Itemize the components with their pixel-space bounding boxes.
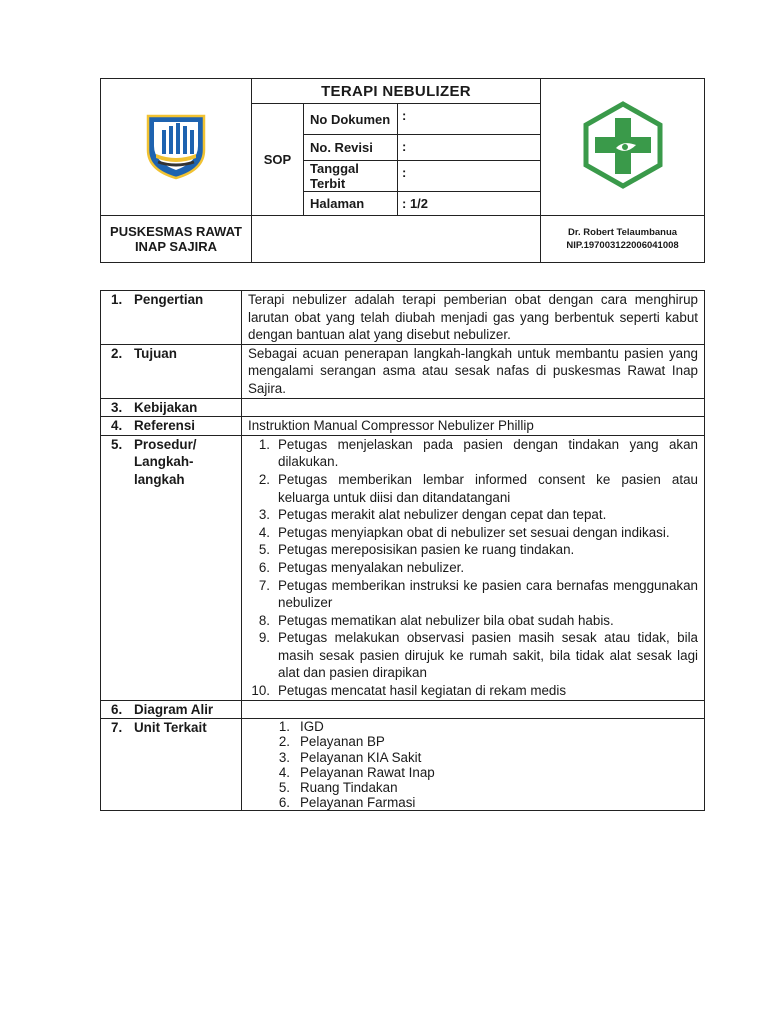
procedure-step-text: Petugas memberikan instruksi ke pasien cara bernafas menggunakan nebulizer xyxy=(278,577,698,611)
related-unit xyxy=(266,719,698,734)
procedure-step xyxy=(248,541,698,559)
procedure-step-text: Petugas menyiapkan obat di nebulizer set sesuai dengan indikasi. xyxy=(278,524,670,540)
document-title: TERAPI NEBULIZER xyxy=(252,79,541,104)
puskesmas-logo-cell xyxy=(541,79,705,216)
related-unit-number: 5. xyxy=(278,780,290,796)
signature-blank-cell xyxy=(252,216,541,263)
field-label-halaman: Halaman xyxy=(304,192,398,216)
procedure-step-number: 2. xyxy=(258,471,270,487)
section-heading: 5. Prosedur/ Langkah-langkah xyxy=(101,435,242,700)
section-text xyxy=(242,700,705,719)
procedure-step-number: 10. xyxy=(251,683,270,699)
procedure-step-text: Petugas mencatat hasil kegiatan di rekam medis xyxy=(278,683,567,699)
procedure-step-text: Petugas mereposisikan pasien ke ruang tindakan. xyxy=(278,542,575,558)
procedure-steps-list xyxy=(248,436,698,700)
procedure-step xyxy=(248,612,698,630)
section-row-tujuan xyxy=(101,344,705,398)
puskesmas-cross-icon xyxy=(578,100,668,190)
procedure-step-number: 7. xyxy=(258,577,270,593)
section-text xyxy=(242,398,705,417)
signer-cell xyxy=(541,216,705,263)
section-text: Sebagai acuan penerapan langkah-langkah untuk membantu pasien yang mengalami serangan asma atau sesak nafas di puskesmas Rawat Inap Sajira. xyxy=(242,344,705,398)
procedure-step xyxy=(248,577,698,612)
procedure-step-text: Petugas merakit alat nebulizer dengan cepat dan tepat. xyxy=(278,507,607,523)
procedure-step-text: Petugas menyalakan nebulizer. xyxy=(278,559,465,575)
related-unit-number: 6. xyxy=(278,795,290,811)
procedure-step xyxy=(248,506,698,524)
related-unit xyxy=(266,734,698,749)
related-unit xyxy=(266,795,698,810)
related-unit-text: Pelayanan KIA Sakit xyxy=(300,749,422,765)
procedure-step xyxy=(248,471,698,506)
sop-header-table xyxy=(100,78,705,263)
procedure-steps-cell xyxy=(242,435,705,700)
procedure-step-number: 4. xyxy=(258,524,270,540)
field-value-no-revisi: : xyxy=(398,135,541,161)
procedure-step xyxy=(248,629,698,682)
related-unit xyxy=(266,780,698,795)
signer-name: Dr. Robert Telaumbanua xyxy=(567,227,678,238)
field-value-halaman: : 1/2 xyxy=(398,192,541,216)
field-label-tanggal-terbit: Tanggal Terbit xyxy=(304,161,398,192)
procedure-step-text: Petugas memberikan lembar informed consent ke pasien atau keluarga untuk diisi dan ditandatangani xyxy=(278,471,698,505)
related-unit-text: IGD xyxy=(300,719,324,735)
related-unit-number: 4. xyxy=(278,764,290,780)
procedure-step xyxy=(248,524,698,542)
section-row-diagram-alir xyxy=(101,700,705,719)
related-unit-number: 3. xyxy=(278,749,290,765)
procedure-step-text: Petugas menjelaskan pada pasien dengan tindakan yang akan dilakukan. xyxy=(278,436,698,470)
section-heading: 4. Referensi xyxy=(101,417,242,436)
related-unit-text: Pelayanan Farmasi xyxy=(300,795,416,811)
procedure-step xyxy=(248,559,698,577)
section-heading: 7. Unit Terkait xyxy=(101,719,242,811)
section-row-prosedur xyxy=(101,435,705,700)
organization-name: PUSKESMAS RAWAT INAP SAJIRA xyxy=(101,216,252,263)
related-unit-number: 2. xyxy=(278,734,290,750)
section-row-pengertian xyxy=(101,291,705,345)
section-text: Instruktion Manual Compressor Nebulizer Phillip xyxy=(242,417,705,436)
procedure-step-number: 9. xyxy=(258,630,270,646)
related-units-cell xyxy=(242,719,705,811)
sop-label: SOP xyxy=(252,104,304,216)
section-row-referensi xyxy=(101,417,705,436)
section-row-unit-terkait xyxy=(101,719,705,811)
procedure-step-text: Petugas melakukan observasi pasien masih sesak atau tidak, bila masih sesak pasien dirujuk ke rumah sakit, bila tidak alat sesak lagi alat dan pasien dirapikan xyxy=(278,630,698,681)
field-label-no-revisi: No. Revisi xyxy=(304,135,398,161)
procedure-step xyxy=(248,682,698,700)
section-heading: 2. Tujuan xyxy=(101,344,242,398)
procedure-step-text: Petugas mematikan alat nebulizer bila obat sudah habis. xyxy=(278,612,614,628)
related-unit xyxy=(266,750,698,765)
procedure-step-number: 8. xyxy=(258,612,270,628)
procedure-step-number: 1. xyxy=(258,436,270,452)
related-unit-number: 1. xyxy=(278,719,290,735)
regency-logo-cell xyxy=(101,79,252,216)
section-row-kebijakan xyxy=(101,398,705,417)
section-heading: 3. Kebijakan xyxy=(101,398,242,417)
procedure-step xyxy=(248,436,698,471)
procedure-step-number: 6. xyxy=(258,559,270,575)
section-heading: 1. Pengertian xyxy=(101,291,242,345)
related-unit-text: Ruang Tindakan xyxy=(300,780,398,796)
section-heading: 6. Diagram Alir xyxy=(101,700,242,719)
procedure-step-number: 5. xyxy=(258,542,270,558)
related-units-list xyxy=(248,719,698,810)
field-label-no-dokumen: No Dokumen xyxy=(304,104,398,135)
signer-nip: NIP.197003122006041008 xyxy=(566,240,679,251)
related-unit xyxy=(266,765,698,780)
sop-content-table xyxy=(100,290,705,811)
field-value-tanggal-terbit: : xyxy=(398,161,541,192)
field-value-no-dokumen: : xyxy=(398,104,541,135)
section-text: Terapi nebulizer adalah terapi pemberian obat dengan cara menghirup larutan obat yang telah diubah menjadi gas yang berbentuk seperti kabut dengan bantuan alat yang disebut nebulizer. xyxy=(242,291,705,345)
regency-crest-logo xyxy=(144,110,208,180)
related-unit-text: Pelayanan Rawat Inap xyxy=(300,764,435,780)
related-unit-text: Pelayanan BP xyxy=(300,734,385,750)
procedure-step-number: 3. xyxy=(258,507,270,523)
